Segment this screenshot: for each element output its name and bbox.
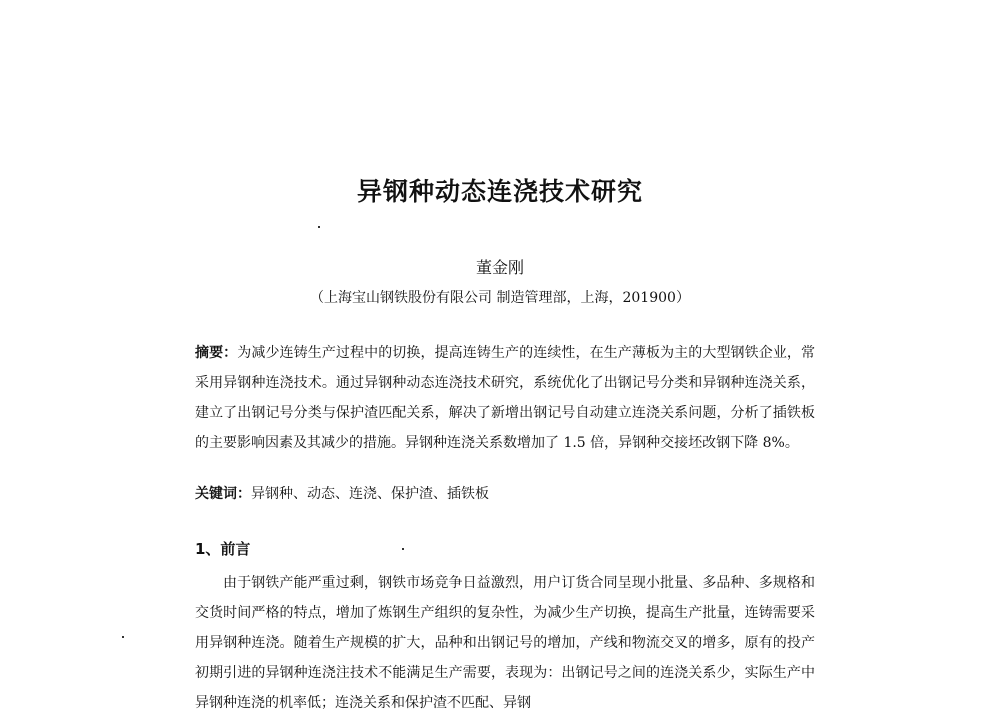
scan-speck (122, 636, 124, 638)
section-heading: 1、前言 (195, 540, 251, 558)
keywords-label: 关键词： (195, 486, 251, 502)
abstract-label: 摘要： (195, 345, 238, 361)
paper-title: 异钢种动态连浇技术研究 (356, 177, 643, 206)
keywords (195, 479, 815, 509)
abstract (195, 338, 815, 458)
author-name: 董金刚 (475, 258, 524, 277)
abstract-text: 为减少连铸生产过程中的切换，提高连铸生产的连续性，在生产薄板为主的大型钢铁企业，常采用异钢种连浇技术。通过异钢种动态连浇技术研究，系统优化了出钢记号分类和异钢种连浇关系，建立了出钢记号分类与保护渣匹配关系，解决了新增出钢记号自动建立连浇关系问题，分析了插铁板的主要影响因素及其减少的措施。异钢种连浇关系数增加了 1.5 倍，异钢种交接坯改钢下降 8%。 (195, 345, 815, 451)
keywords-text: 异钢种、动态、连浇、保护渣、插铁板 (251, 486, 489, 502)
scan-speck (402, 548, 404, 550)
scan-speck (318, 226, 320, 228)
section-body: 由于钢铁产能严重过剩，钢铁市场竞争日益激烈，用户订货合同呈现小批量、多品种、多规格和交货时间严格的特点，增加了炼钢生产组织的复杂性，为减少生产切换，提高生产批量，连铸需要采用异钢种连浇。随着生产规模的扩大，品种和出钢记号的增加，产线和物流交叉的增多，原有的投产初期引进的异钢种连浇注技术不能满足生产需要，表现为：出钢记号之间的连浇关系少，实际生产中异钢种连浇的机率低；连浇关系和保护渣不匹配、异钢 (195, 575, 815, 711)
author-affiliation: （上海宝山钢铁股份有限公司 制造管理部，上海，201900） (310, 290, 690, 306)
